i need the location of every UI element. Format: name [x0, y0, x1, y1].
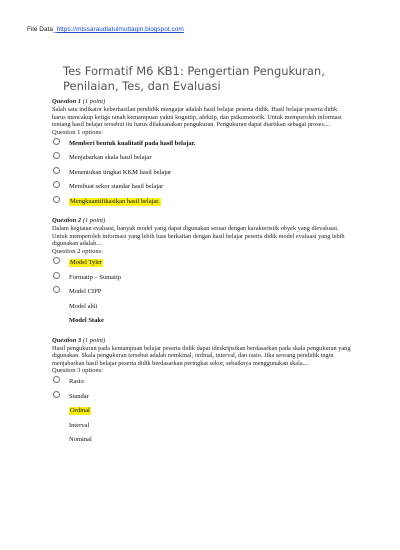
- answer-option[interactable]: [52, 180, 352, 195]
- answer-option-label: Standar: [69, 392, 89, 400]
- question-heading: [52, 337, 352, 345]
- question-number: Question 2: [52, 217, 82, 225]
- answer-option[interactable]: [52, 256, 352, 271]
- answer-option-label: Model CIPP: [69, 288, 102, 296]
- radio-button-icon[interactable]: [53, 152, 60, 159]
- answer-option[interactable]: [52, 300, 352, 315]
- answer-option-label: Menjabarkan skala hasil belajar: [69, 154, 152, 162]
- answer-option[interactable]: [52, 285, 352, 300]
- answer-option[interactable]: [52, 404, 352, 419]
- question-heading: [52, 217, 352, 225]
- answer-option[interactable]: [52, 375, 352, 390]
- quiz-content: [52, 98, 352, 456]
- blog-url-link[interactable]: https://mtssaraudlatulmuttaqin.blogspot.com: [56, 26, 184, 33]
- answer-option-label: Memberi bentuk kualitatif pada hasil belajar.: [69, 139, 196, 147]
- options-label: Question 2 options:: [52, 248, 103, 256]
- question-spacer: [52, 209, 352, 217]
- answer-option-label: Nominal: [69, 436, 92, 444]
- question-points: (1 point): [82, 336, 106, 344]
- radio-button-icon[interactable]: [53, 167, 60, 174]
- page-title: Tes Formatif M6 KB1: Pengertian Pengukuran, Penilaian, Tes, dan Evaluasi: [63, 64, 325, 93]
- answer-option-label: Mengkuantifikasikan hasil belajar.: [70, 197, 160, 205]
- radio-button-icon[interactable]: [53, 286, 60, 293]
- question-number: Question 3: [52, 336, 82, 344]
- answer-option-label: Menentukan tingkat KKM hasil belajar: [69, 168, 172, 176]
- answer-option-label: Model ahli: [69, 302, 98, 310]
- question-points: (1 point): [82, 217, 106, 225]
- answer-option-label: Model Stake: [69, 317, 104, 325]
- answer-option-label: Ordinal: [70, 407, 90, 415]
- answer-option-label: Membuat sekor standar hasil belajar: [69, 183, 164, 191]
- question-text: Hasil pengukuran pada kemampuan belajar peserta didik dapat ideskripsikan berdasarkan pada skala pengukuran yang digunakan. Skala pengukuran tersebut adalah nomkinal, ordinal, interval, dan rasio. Jika seorang pendidik ingin menjabarkan hasil belajar peserta didik berdasarkan peringkat sekor, sebaiknya menggunakan skala....: [52, 344, 351, 367]
- radio-button-icon[interactable]: [53, 138, 60, 145]
- radio-button-icon[interactable]: [53, 376, 60, 383]
- radio-button-icon[interactable]: [53, 181, 60, 188]
- question-number: Question 1: [52, 98, 82, 105]
- answer-option-label: Interval: [69, 421, 90, 429]
- answer-option[interactable]: [52, 137, 352, 152]
- file-data-prefix: File Data_: [27, 26, 57, 33]
- radio-button-icon[interactable]: [53, 257, 60, 264]
- answer-option[interactable]: [52, 166, 352, 181]
- answer-option[interactable]: [52, 151, 352, 166]
- radio-button-icon[interactable]: [53, 272, 60, 279]
- question-text: Salah satu indikator keberhasilan pendidik mengajar adalah hasil belajar peserta didik. Hasil belajar peserta didik harus mencakup ketiga ranah kemampuan yakni kognitip, afektip, dan psikomotorik. Untuk memperoleh informasi tentang hasil belajar tersebut itu harus dilaksanakan pengukuran. Pengukuran dapat diartikan sebagai proses....: [52, 106, 342, 129]
- options-label: Question 1 options:: [52, 128, 103, 136]
- question-spacer: [52, 329, 352, 337]
- options-label: Question 3 options:: [52, 367, 103, 375]
- question-text: Dalam kegiatan evaluasi, banyak model yang dapat digunakan sesuai dengan karakteristik obyek yang dievaluasi. Untuk memperoleh informasi yang lebih luas berkaitan dengan hasil belajar peserta didik model evaluasi yang lebih digunakan adalah....: [52, 225, 345, 248]
- answer-option-label: Rasio: [69, 378, 84, 386]
- answer-option[interactable]: [52, 314, 352, 329]
- question-spacer: [52, 448, 352, 456]
- radio-button-icon[interactable]: [53, 196, 60, 203]
- answer-option[interactable]: [52, 433, 352, 448]
- question-points: (1 point): [82, 98, 106, 105]
- question-block-3: [52, 337, 352, 456]
- question-block-1: [52, 98, 352, 217]
- answer-option[interactable]: [52, 271, 352, 286]
- answer-option-label: Model Tyler: [70, 259, 103, 267]
- answer-option[interactable]: [52, 419, 352, 434]
- answer-option-label: Formatip – Sumatip: [69, 273, 121, 281]
- file-data-header: [27, 26, 184, 33]
- radio-button-icon[interactable]: [53, 391, 60, 398]
- question-heading: [52, 98, 352, 106]
- answer-option[interactable]: [52, 195, 352, 210]
- question-block-2: [52, 217, 352, 336]
- answer-option[interactable]: [52, 390, 352, 405]
